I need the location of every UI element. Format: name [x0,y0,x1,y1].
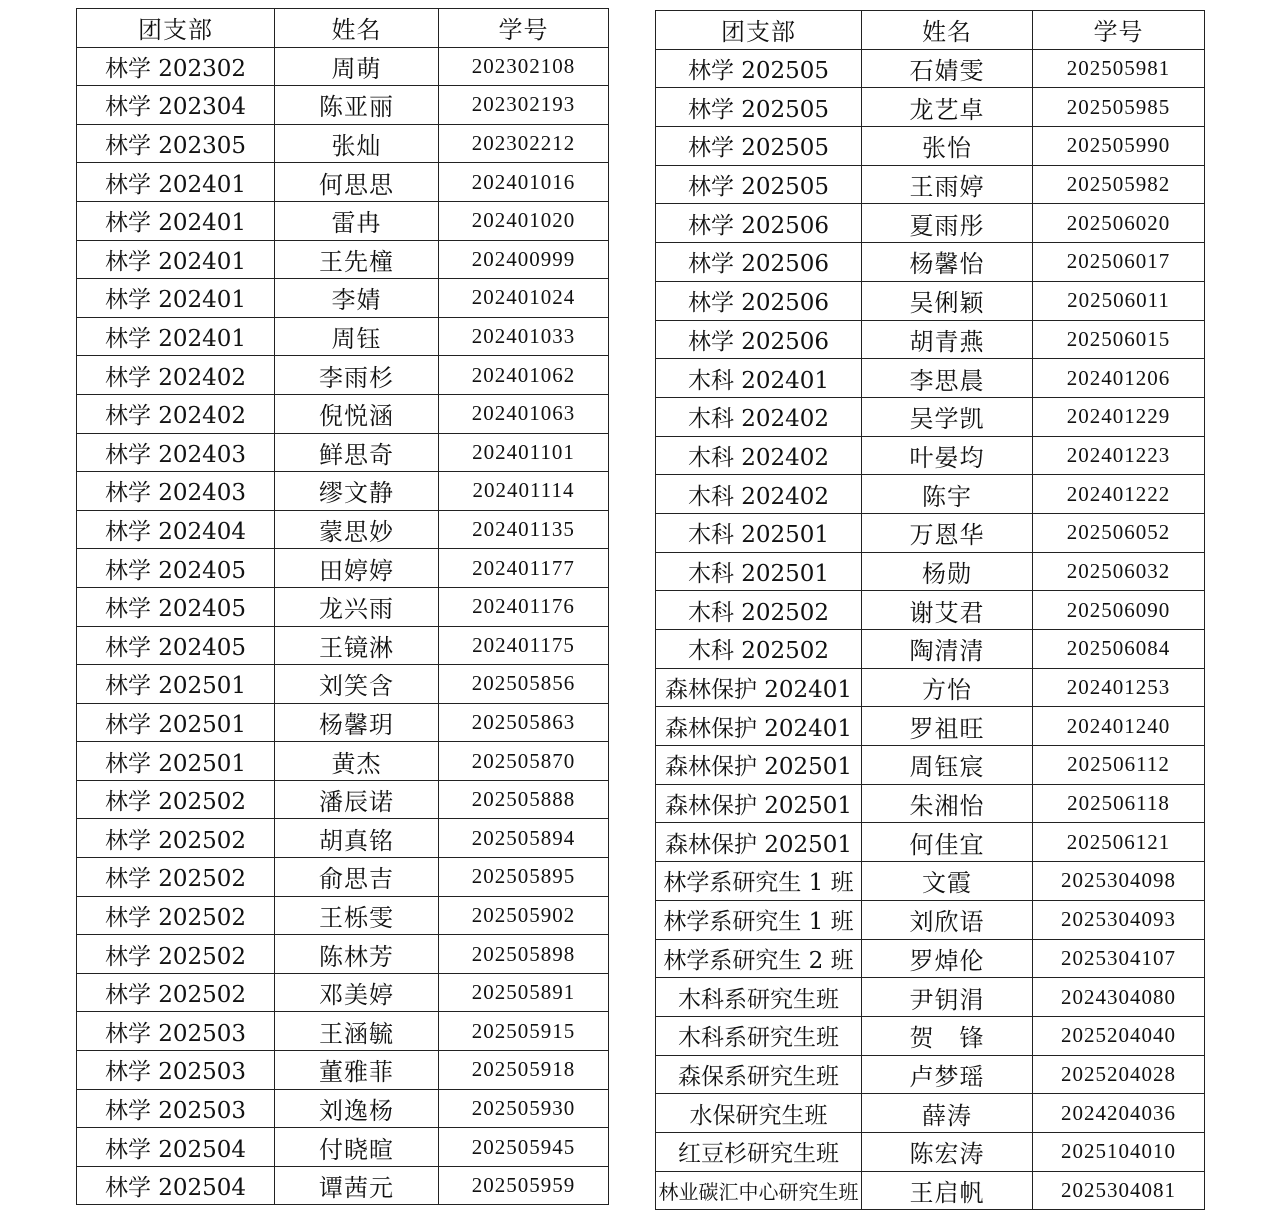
cell-branch: 林学 202506 [656,281,862,320]
table-row [656,513,1205,552]
table-row [77,317,609,356]
cell-name: 缪文静 [275,472,439,511]
cell-student-id: 202401229 [1033,397,1205,436]
cell-student-id: 2024204036 [1033,1094,1205,1133]
cell-branch: 林学 202401 [77,279,275,318]
cell-branch: 木科 202401 [656,359,862,398]
cell-name: 薛涛 [862,1094,1033,1133]
table-row [656,281,1205,320]
cell-name: 吴俐颖 [862,281,1033,320]
table-row [656,397,1205,436]
cell-name: 杨馨怡 [862,243,1033,282]
table-row [77,1166,609,1205]
cell-branch: 木科 202501 [656,513,862,552]
cell-name: 谢艾君 [862,591,1033,630]
cell-name: 王栎雯 [275,896,439,935]
cell-name: 方怡 [862,668,1033,707]
cell-branch: 林学 202404 [77,510,275,549]
table-row [656,359,1205,398]
cell-student-id: 202401063 [439,394,609,433]
cell-branch: 林学 202502 [77,780,275,819]
cell-branch: 林学系研究生 1 班 [656,900,862,939]
cell-branch: 林学 202304 [77,86,275,125]
table-row [77,510,609,549]
table-row [656,552,1205,591]
cell-student-id: 202505895 [439,858,609,897]
header-name: 姓名 [862,11,1033,50]
table-row [77,780,609,819]
cell-branch: 林学系研究生 2 班 [656,939,862,978]
cell-name: 田婷婷 [275,549,439,588]
table-row [656,630,1205,669]
cell-name: 李雨杉 [275,356,439,395]
table-row [656,1094,1205,1133]
cell-name: 鲜思奇 [275,433,439,472]
cell-branch: 林学 202403 [77,472,275,511]
cell-student-id: 202505982 [1033,165,1205,204]
cell-name: 何佳宜 [862,823,1033,862]
table-row [77,356,609,395]
cell-name: 杨馨玥 [275,703,439,742]
cell-branch: 林学 202401 [77,163,275,202]
cell-branch: 林学 202502 [77,935,275,974]
table-row [656,1016,1205,1055]
cell-student-id: 202401114 [439,472,609,511]
cell-branch: 林学 202504 [77,1166,275,1205]
cell-name: 杨勋 [862,552,1033,591]
cell-name: 周钰宸 [862,746,1033,785]
table-header-row [656,11,1205,50]
cell-name: 罗焯伦 [862,939,1033,978]
cell-branch: 林学 202401 [77,240,275,279]
table-header-row [77,9,609,48]
cell-branch: 林学 202503 [77,1089,275,1128]
header-student-id: 学号 [439,9,609,48]
cell-student-id: 202302212 [439,124,609,163]
cell-branch: 林学 202403 [77,433,275,472]
cell-student-id: 202505990 [1033,127,1205,166]
cell-branch: 林学 202405 [77,549,275,588]
cell-student-id: 202505891 [439,973,609,1012]
cell-name: 蒙思妙 [275,510,439,549]
cell-student-id: 202505930 [439,1089,609,1128]
cell-branch: 木科 202502 [656,630,862,669]
table-row [77,240,609,279]
table-row [77,858,609,897]
cell-name: 朱湘怡 [862,784,1033,823]
cell-name: 刘欣语 [862,900,1033,939]
cell-student-id: 202505888 [439,780,609,819]
cell-name: 周萌 [275,47,439,86]
cell-name: 李婧 [275,279,439,318]
table-row [77,819,609,858]
cell-student-id: 202506032 [1033,552,1205,591]
cell-name: 雷冉 [275,201,439,240]
cell-student-id: 202401020 [439,201,609,240]
cell-name: 邓美婷 [275,973,439,1012]
table-row [77,1051,609,1090]
cell-student-id: 2025304107 [1033,939,1205,978]
cell-branch: 林学 202506 [656,204,862,243]
cell-name: 王镜淋 [275,626,439,665]
cell-branch: 木科 202501 [656,552,862,591]
cell-name: 王先橦 [275,240,439,279]
table-row [656,978,1205,1017]
table-row [77,973,609,1012]
cell-student-id: 202506052 [1033,513,1205,552]
cell-name: 王涵毓 [275,1012,439,1051]
table-row [656,746,1205,785]
cell-student-id: 2024304080 [1033,978,1205,1017]
roster-table-left [76,8,609,1205]
cell-student-id: 202401175 [439,626,609,665]
table-row [656,862,1205,901]
header-branch: 团支部 [656,11,862,50]
cell-student-id: 202401101 [439,433,609,472]
table-row [656,707,1205,746]
cell-name: 董雅菲 [275,1051,439,1090]
table-row [77,394,609,433]
table-row [656,204,1205,243]
table-row [77,935,609,974]
header-student-id: 学号 [1033,11,1205,50]
cell-student-id: 2025204028 [1033,1055,1205,1094]
cell-name: 叶晏均 [862,436,1033,475]
table-row [77,1128,609,1167]
cell-name: 万恩华 [862,513,1033,552]
cell-branch: 木科系研究生班 [656,1016,862,1055]
cell-student-id: 202401024 [439,279,609,318]
cell-student-id: 202506090 [1033,591,1205,630]
cell-student-id: 202505898 [439,935,609,974]
cell-name: 罗祖旺 [862,707,1033,746]
table-row [656,939,1205,978]
cell-name: 卢梦瑶 [862,1055,1033,1094]
table-row [656,49,1205,88]
table-row [77,472,609,511]
table-row [77,124,609,163]
cell-branch: 木科系研究生班 [656,978,862,1017]
table-row [656,1132,1205,1171]
cell-student-id: 202400999 [439,240,609,279]
cell-name: 龙兴雨 [275,587,439,626]
cell-branch: 森林保护 202401 [656,668,862,707]
table-row [77,279,609,318]
cell-student-id: 202505863 [439,703,609,742]
cell-student-id: 202505959 [439,1166,609,1205]
cell-branch: 森林保护 202501 [656,823,862,862]
cell-student-id: 202506112 [1033,746,1205,785]
cell-student-id: 202505985 [1033,88,1205,127]
cell-student-id: 202401240 [1033,707,1205,746]
cell-student-id: 202505902 [439,896,609,935]
cell-branch: 红豆杉研究生班 [656,1132,862,1171]
cell-student-id: 202505915 [439,1012,609,1051]
cell-student-id: 202401223 [1033,436,1205,475]
cell-branch: 林学 202502 [77,973,275,1012]
cell-name: 李思晨 [862,359,1033,398]
table-row [656,1055,1205,1094]
table-row [656,88,1205,127]
table-row [656,591,1205,630]
cell-student-id: 202506011 [1033,281,1205,320]
table-row [77,626,609,665]
cell-name: 龙艺卓 [862,88,1033,127]
table-row [77,665,609,704]
cell-branch: 林学 202502 [77,819,275,858]
cell-student-id: 202505945 [439,1128,609,1167]
cell-name: 张灿 [275,124,439,163]
cell-student-id: 202401033 [439,317,609,356]
cell-name: 石婧雯 [862,49,1033,88]
cell-branch: 林学 202505 [656,127,862,166]
cell-branch: 水保研究生班 [656,1094,862,1133]
cell-name: 夏雨彤 [862,204,1033,243]
cell-branch: 林学 202503 [77,1051,275,1090]
cell-name: 谭茜元 [275,1166,439,1205]
cell-branch: 林学 202506 [656,320,862,359]
cell-student-id: 202506015 [1033,320,1205,359]
cell-student-id: 202505894 [439,819,609,858]
table-row [656,320,1205,359]
table-row [77,703,609,742]
table-row [656,436,1205,475]
cell-name: 刘逸杨 [275,1089,439,1128]
cell-student-id: 202302108 [439,47,609,86]
cell-student-id: 2025204040 [1033,1016,1205,1055]
cell-student-id: 202505981 [1033,49,1205,88]
cell-branch: 木科 202502 [656,591,862,630]
cell-branch: 林学系研究生 1 班 [656,862,862,901]
cell-student-id: 2025304081 [1033,1171,1205,1210]
cell-student-id: 202506118 [1033,784,1205,823]
table-row [77,163,609,202]
table-row [77,201,609,240]
table-row [77,1089,609,1128]
cell-branch: 林学 202505 [656,88,862,127]
cell-branch: 林学 202401 [77,201,275,240]
cell-name: 贺 锋 [862,1016,1033,1055]
cell-branch: 木科 202402 [656,475,862,514]
cell-branch: 森保系研究生班 [656,1055,862,1094]
table-row [77,587,609,626]
cell-branch: 林学 202503 [77,1012,275,1051]
cell-name: 王启帆 [862,1171,1033,1210]
cell-name: 何思思 [275,163,439,202]
cell-branch: 林学 202504 [77,1128,275,1167]
table-row [77,47,609,86]
cell-student-id: 2025304098 [1033,862,1205,901]
table-row [656,900,1205,939]
cell-name: 胡真铭 [275,819,439,858]
header-branch: 团支部 [77,9,275,48]
cell-student-id: 202505856 [439,665,609,704]
cell-student-id: 202506121 [1033,823,1205,862]
cell-branch: 林学 202402 [77,356,275,395]
cell-branch: 森林保护 202501 [656,784,862,823]
cell-branch: 森林保护 202501 [656,746,862,785]
cell-student-id: 202401062 [439,356,609,395]
table-row [77,1012,609,1051]
table-row [77,86,609,125]
cell-branch: 林学 202505 [656,49,862,88]
cell-branch: 林学 202501 [77,703,275,742]
cell-name: 胡青燕 [862,320,1033,359]
cell-student-id: 202302193 [439,86,609,125]
cell-branch: 林学 202401 [77,317,275,356]
table-row [77,896,609,935]
cell-branch: 木科 202402 [656,436,862,475]
cell-branch: 林学 202502 [77,858,275,897]
cell-name: 付晓暄 [275,1128,439,1167]
cell-name: 陈林芳 [275,935,439,974]
cell-name: 黄杰 [275,742,439,781]
table-row [656,784,1205,823]
cell-name: 刘笑含 [275,665,439,704]
cell-branch: 林学 202505 [656,165,862,204]
cell-name: 倪悦涵 [275,394,439,433]
table-row [656,1171,1205,1210]
table-row [656,127,1205,166]
cell-student-id: 202505870 [439,742,609,781]
cell-branch: 林学 202305 [77,124,275,163]
table-row [656,823,1205,862]
cell-student-id: 202506084 [1033,630,1205,669]
cell-branch: 林学 202405 [77,626,275,665]
cell-student-id: 202401222 [1033,475,1205,514]
cell-name: 陶清清 [862,630,1033,669]
cell-branch: 林学 202405 [77,587,275,626]
cell-student-id: 202401135 [439,510,609,549]
roster-table-right [655,10,1205,1210]
cell-branch: 林学 202506 [656,243,862,282]
table-row [77,433,609,472]
cell-student-id: 202505918 [439,1051,609,1090]
cell-branch: 木科 202402 [656,397,862,436]
cell-name: 吴学凯 [862,397,1033,436]
cell-student-id: 202401206 [1033,359,1205,398]
cell-branch: 林业碳汇中心研究生班 [656,1171,862,1210]
cell-name: 潘辰诺 [275,780,439,819]
cell-branch: 林学 202501 [77,742,275,781]
cell-name: 文霞 [862,862,1033,901]
cell-student-id: 202401177 [439,549,609,588]
cell-name: 张怡 [862,127,1033,166]
cell-name: 周钰 [275,317,439,356]
cell-branch: 林学 202302 [77,47,275,86]
cell-name: 陈宏涛 [862,1132,1033,1171]
cell-student-id: 202401253 [1033,668,1205,707]
table-row [656,668,1205,707]
cell-branch: 林学 202501 [77,665,275,704]
cell-student-id: 202506020 [1033,204,1205,243]
table-row [77,742,609,781]
cell-student-id: 202506017 [1033,243,1205,282]
cell-branch: 林学 202402 [77,394,275,433]
cell-student-id: 2025104010 [1033,1132,1205,1171]
cell-name: 陈亚丽 [275,86,439,125]
cell-branch: 林学 202502 [77,896,275,935]
cell-student-id: 2025304093 [1033,900,1205,939]
header-name: 姓名 [275,9,439,48]
cell-branch: 森林保护 202401 [656,707,862,746]
cell-name: 俞思吉 [275,858,439,897]
table-row [656,243,1205,282]
cell-name: 尹钥涓 [862,978,1033,1017]
cell-student-id: 202401176 [439,587,609,626]
cell-name: 王雨婷 [862,165,1033,204]
table-row [77,549,609,588]
cell-name: 陈宇 [862,475,1033,514]
cell-student-id: 202401016 [439,163,609,202]
table-row [656,165,1205,204]
table-row [656,475,1205,514]
